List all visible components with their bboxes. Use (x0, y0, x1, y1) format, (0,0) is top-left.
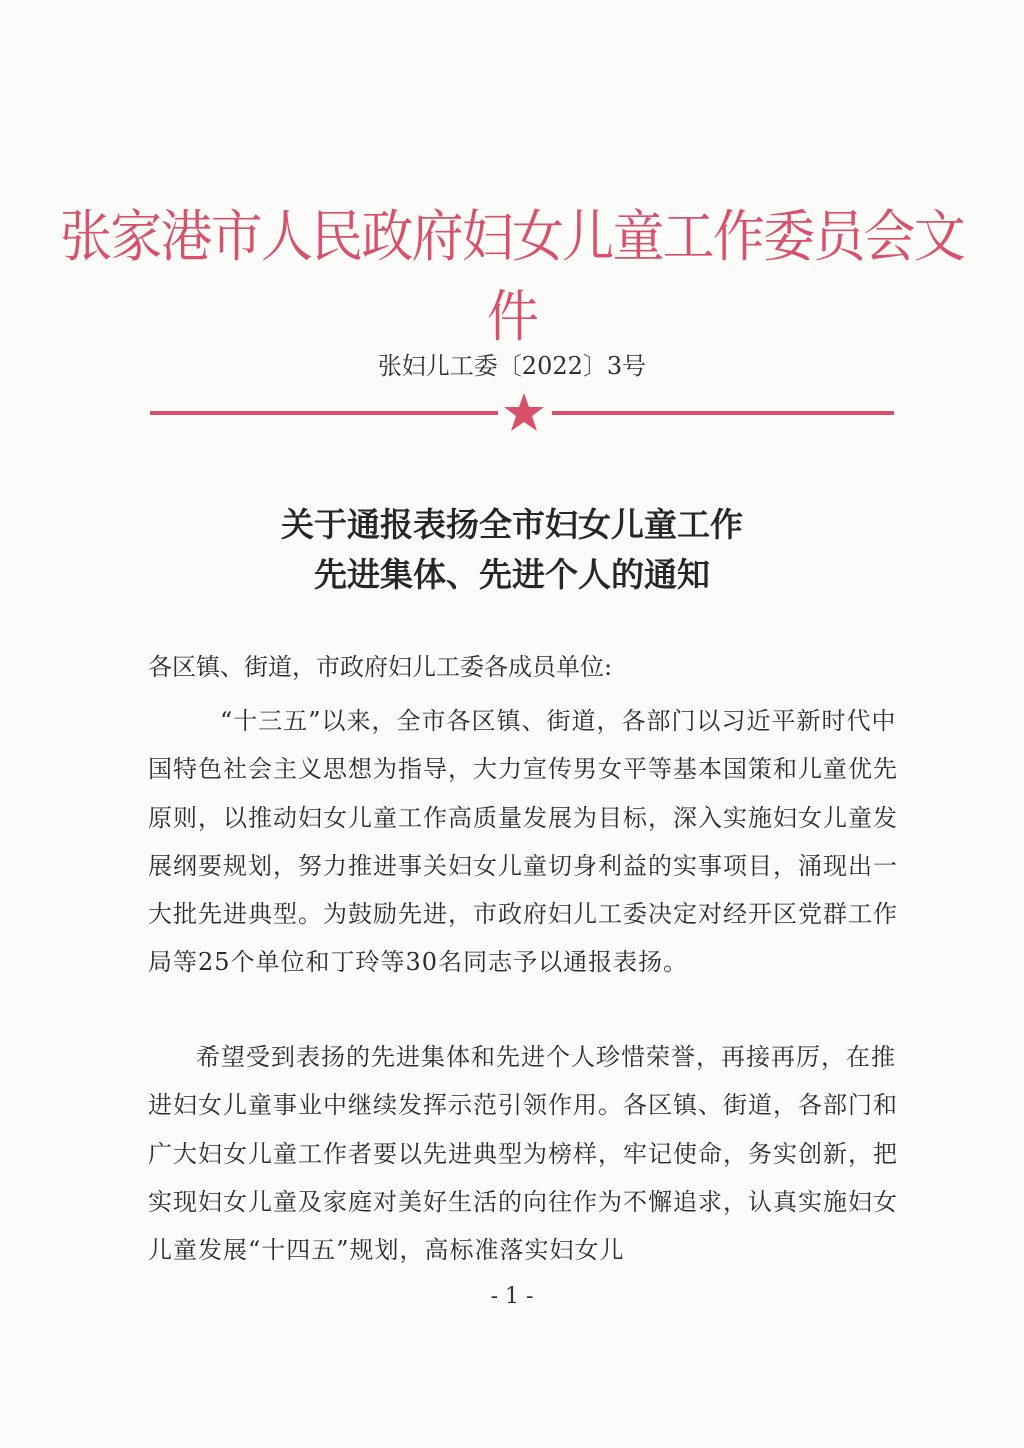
body-paragraph-2: 希望受到表扬的先进集体和先进个人珍惜荣誉，再接再厉，在推进妇女儿童事业中继续发挥示范引领作用。各区镇、街道，各部门和广大妇女儿童工作者要以先进典型为榜样，牢记使命，务实创新，把实现妇女儿童及家庭对美好生活的向往作为不懈追求，认真实施妇女儿童发展“十四五”规划，高标准落实妇女儿 (148, 1043, 898, 1265)
red-rule-left (150, 411, 498, 415)
issuer-title: 张家港市人民政府妇女儿童工作委员会文件 (60, 205, 964, 350)
document-number: 张妇儿工委〔2022〕3号 (377, 352, 647, 380)
body-paragraph-1: “十三五”以来，全市各区镇、街道，各部门以习近平新时代中国特色社会主义思想为指导，大力宣传男女平等基本国策和儿童优先原则，以推动妇女儿童工作高质量发展为目标，深入实施妇女儿童发展纲要规划，努力推进事关妇女儿童切身利益的实事项目，涌现出一大批先进典型。为鼓励先进，市政府妇儿工委决定对经开区党群工作局等25个单位和丁玲等30名同志予以通报表扬。 (148, 707, 898, 977)
notice-title-line2: 先进集体、先进个人的通知 (314, 555, 710, 594)
salutation: 各区镇、街道，市政府妇儿工委各成员单位: (148, 653, 613, 681)
red-star-icon (502, 392, 546, 432)
red-rule-right (552, 411, 894, 415)
notice-title (0, 500, 1024, 600)
notice-title-line1: 关于通报表扬全市妇女儿童工作 (281, 505, 743, 544)
page-number: - 1 - (490, 1284, 534, 1309)
